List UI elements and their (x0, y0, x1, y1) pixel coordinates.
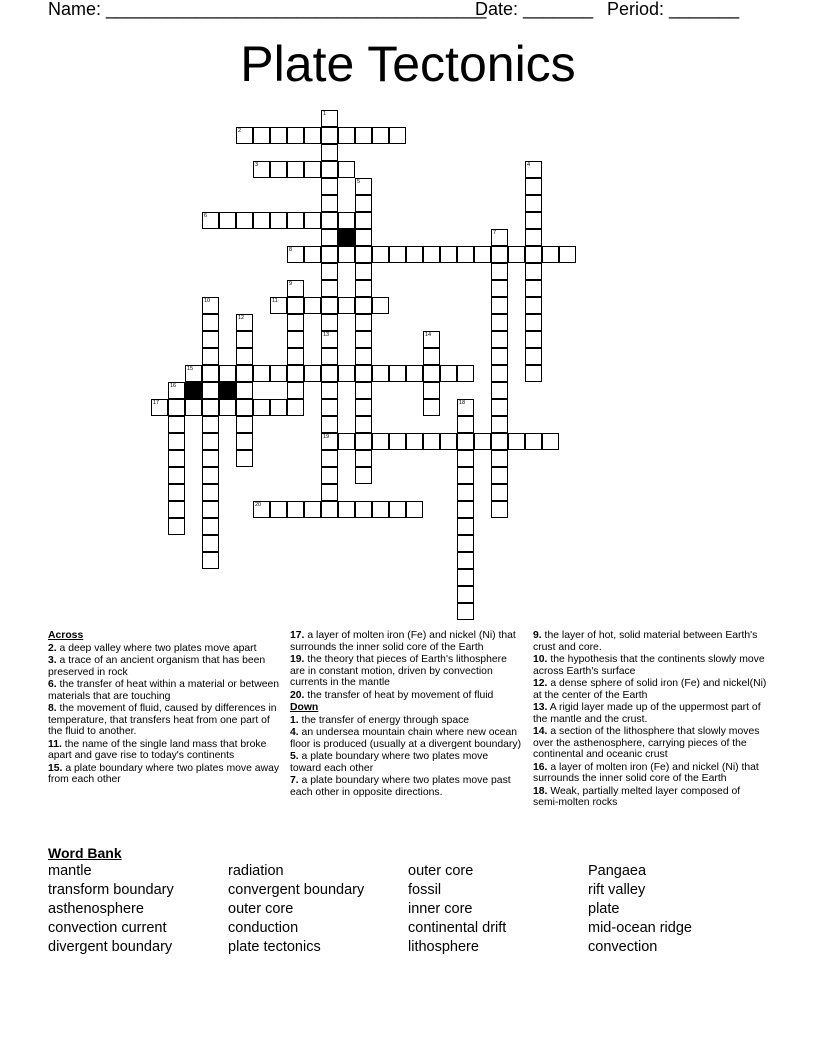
clue-number-label: 1. (290, 714, 299, 726)
crossword-cell[interactable] (457, 433, 474, 450)
crossword-cell[interactable] (457, 246, 474, 263)
clue-text: a deep valley where two plates move apart (56, 642, 257, 654)
crossword-cell[interactable] (304, 212, 321, 229)
crossword-cell[interactable] (525, 212, 542, 229)
clue-text: a plate boundary where two plates move toward each other (290, 751, 489, 774)
crossword-cell[interactable] (219, 365, 236, 382)
crossword-cell[interactable] (525, 178, 542, 195)
word-bank-title: Word Bank (48, 845, 122, 861)
crossword-cell[interactable] (491, 331, 508, 348)
crossword-cell[interactable] (304, 501, 321, 518)
clue-number-label: 8. (48, 703, 57, 714)
crossword-cell[interactable] (389, 127, 406, 144)
clue-heading: Down (290, 702, 319, 713)
clue (290, 690, 522, 702)
crossword-cell[interactable] (236, 450, 253, 467)
crossword-cell[interactable] (423, 246, 440, 263)
clue-text: a trace of an ancient organism that has been preserved in rock (48, 655, 266, 678)
clue-number-label: 14. (533, 726, 548, 737)
crossword-cell[interactable] (270, 501, 287, 518)
crossword-cell[interactable] (321, 161, 338, 178)
crossword-cell[interactable] (304, 297, 321, 314)
crossword-cell[interactable] (338, 433, 355, 450)
crossword-cell[interactable] (321, 467, 338, 484)
clue-number: 6 (204, 213, 208, 219)
crossword-cell[interactable] (321, 382, 338, 399)
clue-number: 9 (289, 281, 293, 287)
clue-number-label: 6. (48, 679, 57, 690)
crossword-cell[interactable] (287, 314, 304, 331)
word-bank-item: convection current (48, 920, 167, 936)
crossword-cell[interactable] (525, 280, 542, 297)
crossword-cell[interactable] (423, 399, 440, 416)
crossword-cell[interactable] (406, 246, 423, 263)
black-cell (219, 382, 236, 399)
crossword-cell[interactable] (202, 382, 219, 399)
clue-number: 7 (493, 230, 497, 236)
crossword-cell[interactable] (168, 484, 185, 501)
crossword-cell[interactable] (321, 246, 338, 263)
crossword-cell[interactable] (525, 331, 542, 348)
crossword-cell[interactable] (304, 161, 321, 178)
word-bank-item: rift valley (588, 882, 646, 898)
crossword-cell[interactable] (525, 263, 542, 280)
crossword-cell[interactable] (236, 399, 253, 416)
crossword-cell[interactable] (202, 365, 219, 382)
clue-number-label: 20. (290, 689, 305, 701)
crossword-cell[interactable] (372, 365, 389, 382)
clue-number: 12 (238, 315, 245, 321)
word-bank-item: Pangaea (588, 863, 647, 879)
clue (533, 702, 768, 725)
crossword-cell[interactable] (355, 331, 372, 348)
crossword-cell[interactable] (491, 382, 508, 399)
crossword-cell[interactable] (202, 314, 219, 331)
crossword-cell[interactable] (202, 348, 219, 365)
crossword-cell[interactable] (287, 297, 304, 314)
crossword-cell[interactable] (491, 416, 508, 433)
crossword-cell[interactable] (355, 314, 372, 331)
clue-number-label: 7. (290, 775, 299, 786)
clue (533, 654, 768, 677)
clue-text: a plate boundary where two plates move away from each other (48, 762, 280, 785)
crossword-cell[interactable] (338, 246, 355, 263)
word-bank-item: mantle (48, 863, 92, 879)
crossword-cell[interactable] (525, 195, 542, 212)
clue-number-label: 2. (48, 642, 57, 654)
clue-heading: Across (48, 630, 84, 641)
clue-text: the transfer of energy through space (298, 714, 470, 726)
crossword-cell[interactable] (202, 552, 219, 569)
clue-number-label: 11. (48, 738, 62, 750)
crossword-cell[interactable] (491, 314, 508, 331)
clue (48, 643, 280, 655)
clue-text: Weak, partially melted layer composed of semi-molten rocks (533, 785, 741, 808)
crossword-cell[interactable] (168, 450, 185, 467)
crossword-cell[interactable] (355, 246, 372, 263)
crossword-cell[interactable] (270, 365, 287, 382)
clue-number: 15 (187, 366, 194, 372)
clue (290, 751, 522, 774)
crossword-cell[interactable] (372, 297, 389, 314)
crossword-cell[interactable] (440, 246, 457, 263)
crossword-cell[interactable] (423, 348, 440, 365)
crossword-cell[interactable] (321, 348, 338, 365)
crossword-cell[interactable] (202, 331, 219, 348)
clue-number: 8 (289, 247, 293, 253)
clue-number: 16 (170, 383, 177, 389)
crossword-cell[interactable] (202, 450, 219, 467)
clue (290, 630, 522, 653)
crossword-cell[interactable] (389, 433, 406, 450)
crossword-cell[interactable] (372, 433, 389, 450)
crossword-cell[interactable] (559, 246, 576, 263)
crossword-cell[interactable] (525, 433, 542, 450)
crossword-cell[interactable] (525, 348, 542, 365)
word-bank-item: transform boundary (48, 882, 174, 898)
word-bank-item: convergent boundary (228, 882, 365, 898)
crossword-cell[interactable] (219, 212, 236, 229)
crossword-cell[interactable] (236, 382, 253, 399)
crossword-cell[interactable] (355, 416, 372, 433)
crossword-cell[interactable] (457, 416, 474, 433)
crossword-cell[interactable] (525, 246, 542, 263)
clue-number: 10 (204, 298, 211, 304)
crossword-cell[interactable] (270, 399, 287, 416)
clue-number-label: 17. (290, 630, 305, 641)
crossword-cell[interactable] (457, 501, 474, 518)
clue-number-label: 19. (290, 654, 305, 665)
clue-text: a layer of molten iron (Fe) and nickel (Ni) that surrounds the inner solid core of the Earth (533, 761, 759, 784)
crossword-cell[interactable] (440, 365, 457, 382)
crossword-cell[interactable] (491, 450, 508, 467)
clue (48, 679, 280, 702)
clue-text: a plate boundary where two plates move past each other in opposite directions. (290, 775, 511, 798)
crossword-cell[interactable] (321, 280, 338, 297)
crossword-cell[interactable] (321, 195, 338, 212)
word-bank-item: continental drift (408, 920, 507, 936)
crossword-cell[interactable] (202, 399, 219, 416)
crossword-cell[interactable] (321, 484, 338, 501)
clue-number-label: 9. (533, 630, 542, 641)
word-bank-item: plate tectonics (228, 939, 321, 955)
word-bank-item: asthenosphere (48, 901, 144, 917)
crossword-cell[interactable] (457, 603, 474, 620)
clues-column-2 (290, 630, 522, 799)
crossword-cell[interactable] (457, 535, 474, 552)
clue-number-label: 16. (533, 761, 548, 773)
crossword-cell[interactable] (355, 450, 372, 467)
clue (533, 630, 768, 653)
word-bank-item: radiation (228, 863, 284, 879)
crossword-cell[interactable] (253, 127, 270, 144)
crossword-cell[interactable] (423, 382, 440, 399)
crossword-cell[interactable] (406, 501, 423, 518)
crossword-cell[interactable] (406, 365, 423, 382)
crossword-cell[interactable] (287, 127, 304, 144)
clue-text: an undersea mountain chain where new ocean floor is produced (usually at a divergent boundary) (290, 727, 522, 750)
word-bank-item: conduction (228, 920, 299, 936)
crossword-cell[interactable] (355, 399, 372, 416)
word-bank-item: convection (588, 939, 658, 955)
crossword-cell[interactable] (321, 450, 338, 467)
crossword-cell[interactable] (287, 348, 304, 365)
crossword-cell[interactable] (457, 484, 474, 501)
clue (533, 678, 768, 701)
crossword-cell[interactable] (355, 365, 372, 382)
crossword-cell[interactable] (270, 161, 287, 178)
crossword-cell[interactable] (355, 348, 372, 365)
crossword-cell[interactable] (508, 246, 525, 263)
crossword-cell[interactable] (423, 365, 440, 382)
clue (290, 715, 522, 727)
crossword-cell[interactable] (372, 246, 389, 263)
clue-number: 4 (527, 162, 531, 168)
crossword-cell[interactable] (338, 365, 355, 382)
word-bank-item: mid-ocean ridge (588, 920, 692, 936)
word-bank-item: plate (588, 901, 620, 917)
crossword-cell[interactable] (406, 433, 423, 450)
clue-number: 20 (255, 502, 262, 508)
clue-text: the hypothesis that the continents slowly move across Earth's surface (533, 654, 765, 677)
crossword-cell[interactable] (525, 314, 542, 331)
crossword-cell[interactable] (202, 433, 219, 450)
clue-text: the layer of hot, solid material between Earth's crust and core. (533, 630, 758, 653)
crossword-cell[interactable] (491, 399, 508, 416)
crossword-cell[interactable] (236, 365, 253, 382)
crossword-cell[interactable] (236, 331, 253, 348)
crossword-cell[interactable] (321, 501, 338, 518)
crossword-cell[interactable] (321, 399, 338, 416)
clue-text: the transfer of heat within a material or between materials that are touching (48, 679, 280, 702)
word-bank-item: divergent boundary (48, 939, 173, 955)
crossword-cell[interactable] (457, 518, 474, 535)
clue-number-label: 4. (290, 727, 299, 738)
clue-text: the movement of fluid, caused by differences in temperature, that transfers heat from one part of the fluid to another. (48, 703, 277, 737)
clue-number-label: 18. (533, 785, 548, 797)
black-cell (185, 382, 202, 399)
crossword-cell[interactable] (491, 263, 508, 280)
crossword-cell[interactable] (304, 127, 321, 144)
crossword-cell[interactable] (168, 433, 185, 450)
clue-number-label: 12. (533, 678, 548, 689)
clue-text: a dense sphere of solid iron (Fe) and nickel(Ni) at the center of the Earth (533, 678, 767, 701)
crossword-cell[interactable] (287, 382, 304, 399)
crossword-cell[interactable] (236, 348, 253, 365)
crossword-cell[interactable] (321, 297, 338, 314)
crossword-cell[interactable] (355, 382, 372, 399)
crossword-cell[interactable] (355, 195, 372, 212)
date-field[interactable]: Date: _______ (475, 0, 594, 19)
clues-column-1 (48, 630, 280, 787)
clue-text: a section of the lithosphere that slowly moves over the asthenosphere, carrying pieces of the continental and oceanic crust (533, 726, 760, 760)
crossword-cell[interactable] (287, 212, 304, 229)
crossword-cell[interactable] (355, 433, 372, 450)
crossword-cell[interactable] (525, 229, 542, 246)
crossword-cell[interactable] (491, 433, 508, 450)
crossword-cell[interactable] (321, 229, 338, 246)
crossword-cell[interactable] (270, 127, 287, 144)
word-bank-item: outer core (408, 863, 474, 879)
crossword-cell[interactable] (542, 433, 559, 450)
crossword-cell[interactable] (338, 297, 355, 314)
clue-number: 14 (425, 332, 432, 338)
crossword-cell[interactable] (202, 518, 219, 535)
crossword-cell[interactable] (202, 484, 219, 501)
crossword-cell[interactable] (321, 314, 338, 331)
crossword-cell[interactable] (355, 297, 372, 314)
clue-number-label: 15. (48, 762, 63, 774)
crossword-cell[interactable] (491, 246, 508, 263)
clue-number: 2 (238, 128, 242, 134)
crossword-cell[interactable] (168, 399, 185, 416)
crossword-cell[interactable] (253, 399, 270, 416)
word-bank-item: lithosphere (408, 939, 479, 955)
crossword-cell[interactable] (457, 586, 474, 603)
word-bank-item: fossil (408, 882, 442, 898)
clue-number: 19 (323, 434, 330, 440)
crossword-cell[interactable] (372, 127, 389, 144)
crossword-cell[interactable] (491, 365, 508, 382)
crossword-cell[interactable] (168, 416, 185, 433)
crossword-cell[interactable] (338, 212, 355, 229)
crossword-cell[interactable] (457, 552, 474, 569)
clues-column-3 (533, 630, 768, 810)
clue (290, 654, 522, 689)
crossword-cell[interactable] (202, 535, 219, 552)
crossword-cell[interactable] (304, 365, 321, 382)
crossword-cell[interactable] (423, 433, 440, 450)
clue (48, 703, 280, 738)
crossword-cell[interactable] (236, 212, 253, 229)
crossword-cell[interactable] (491, 348, 508, 365)
crossword-cell[interactable] (457, 450, 474, 467)
crossword-cell[interactable] (202, 467, 219, 484)
page-title: Plate Tectonics (240, 36, 576, 92)
clue-number: 18 (459, 400, 466, 406)
period-field[interactable]: Period: _______ (607, 0, 740, 19)
clue-number-label: 3. (48, 655, 57, 666)
crossword-cell[interactable] (168, 467, 185, 484)
crossword-cell[interactable] (389, 365, 406, 382)
clue-number: 11 (272, 298, 278, 304)
crossword-cell[interactable] (338, 161, 355, 178)
crossword-cell[interactable] (389, 501, 406, 518)
crossword-cell[interactable] (253, 365, 270, 382)
crossword-cell[interactable] (355, 127, 372, 144)
crossword-cell[interactable] (304, 246, 321, 263)
crossword-cell[interactable] (287, 161, 304, 178)
crossword-cell[interactable] (355, 263, 372, 280)
crossword-cell[interactable] (491, 484, 508, 501)
clue-text: the name of the single land mass that broke apart and gave rise to today's continents (48, 738, 267, 761)
clue-text: A rigid layer made up of the uppermost part of the mantle and the crust. (533, 702, 761, 725)
clue (48, 655, 280, 678)
crossword-cell[interactable] (287, 365, 304, 382)
crossword-cell[interactable] (525, 365, 542, 382)
crossword-cell[interactable] (355, 212, 372, 229)
crossword-cell[interactable] (508, 433, 525, 450)
crossword-cell[interactable] (168, 501, 185, 518)
black-cell (338, 229, 355, 246)
clue-number: 5 (357, 179, 361, 185)
crossword-cell[interactable] (474, 246, 491, 263)
clue (533, 762, 768, 785)
crossword-cell[interactable] (321, 365, 338, 382)
clue (290, 727, 522, 750)
crossword-cell[interactable] (219, 399, 236, 416)
crossword-cell[interactable] (491, 467, 508, 484)
crossword-cell[interactable] (202, 416, 219, 433)
crossword-cell[interactable] (321, 127, 338, 144)
crossword-cell[interactable] (372, 501, 389, 518)
crossword-cell[interactable] (321, 178, 338, 195)
crossword-cell[interactable] (440, 433, 457, 450)
clue-text: the theory that pieces of Earth's lithosphere are in constant motion, driven by convection currents in the mantle (290, 654, 507, 688)
crossword-cell[interactable] (338, 501, 355, 518)
crossword-cell[interactable] (355, 229, 372, 246)
clue (48, 739, 280, 762)
crossword-cell[interactable] (321, 144, 338, 161)
crossword-cell[interactable] (525, 297, 542, 314)
clue (290, 775, 522, 798)
clue-text: the transfer of heat by movement of fluid (304, 689, 494, 701)
clue-text: a layer of molten iron (Fe) and nickel (Ni) that surrounds the inner solid core of the Earth (290, 630, 516, 653)
name-field[interactable]: Name: ______________________________________ (48, 0, 487, 19)
crossword-cell[interactable] (185, 399, 202, 416)
crossword-cell[interactable] (491, 501, 508, 518)
crossword-cell[interactable] (287, 501, 304, 518)
crossword-cell[interactable] (321, 263, 338, 280)
crossword-cell[interactable] (338, 127, 355, 144)
word-bank-item: outer core (228, 901, 294, 917)
crossword-cell[interactable] (321, 212, 338, 229)
clue-number: 17 (153, 400, 160, 406)
crossword-cell[interactable] (202, 501, 219, 518)
crossword-cell[interactable] (542, 246, 559, 263)
clue-number: 3 (255, 162, 259, 168)
word-bank-item: inner core (408, 901, 473, 917)
crossword-cell[interactable] (236, 416, 253, 433)
crossword-cell[interactable] (457, 569, 474, 586)
clue-number: 13 (323, 332, 330, 338)
crossword-cell[interactable] (253, 212, 270, 229)
clue-number: 1 (323, 111, 327, 117)
crossword-cell[interactable] (168, 518, 185, 535)
crossword-cell[interactable] (491, 297, 508, 314)
clue (533, 726, 768, 761)
crossword-cell[interactable] (321, 416, 338, 433)
crossword-cell[interactable] (457, 467, 474, 484)
crossword-cell[interactable] (270, 212, 287, 229)
crossword-cell[interactable] (474, 433, 491, 450)
crossword-cell[interactable] (355, 467, 372, 484)
crossword-cell[interactable] (287, 399, 304, 416)
clue (48, 763, 280, 786)
crossword-cell[interactable] (236, 433, 253, 450)
crossword-cell[interactable] (355, 280, 372, 297)
clue (533, 786, 768, 809)
crossword-cell[interactable] (457, 365, 474, 382)
clue-number-label: 5. (290, 751, 299, 762)
crossword-cell[interactable] (287, 331, 304, 348)
crossword-cell[interactable] (491, 280, 508, 297)
clue-number-label: 13. (533, 702, 548, 713)
crossword-cell[interactable] (355, 501, 372, 518)
clue-number-label: 10. (533, 654, 548, 665)
crossword-cell[interactable] (389, 246, 406, 263)
